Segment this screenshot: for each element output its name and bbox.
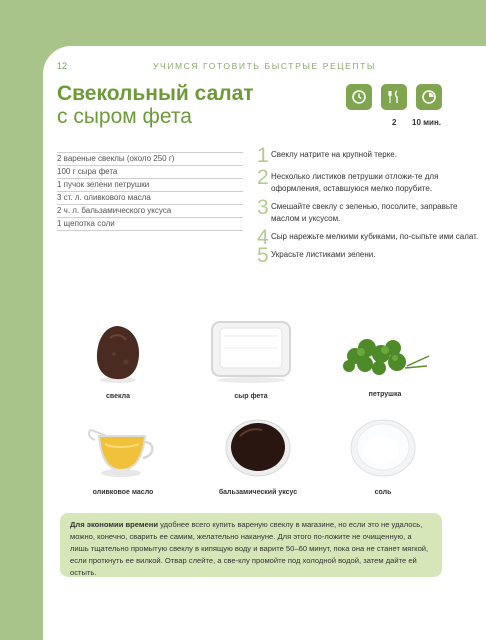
beet-image — [88, 322, 148, 384]
product-salt — [343, 416, 423, 496]
product-label: соль — [374, 489, 392, 496]
product-olive-oil — [73, 418, 173, 496]
timer-icon — [416, 84, 442, 110]
servings-icon — [381, 84, 407, 110]
ingredient-item: 100 г сыра фета — [57, 166, 243, 179]
step-text: Несколько листиков петрушки отложи-те для оформления, оставшуюся мелко порубите. — [271, 172, 439, 193]
clock-icon — [346, 84, 372, 110]
step-item — [257, 226, 479, 249]
page-number: 12 — [57, 61, 68, 71]
ingredient-item: 2 ч. л. бальзамического уксуса — [57, 205, 243, 218]
recipe-subtitle: с сыром фета — [57, 105, 192, 128]
step-text: Свеклу натрите на крупной терке. — [271, 150, 397, 159]
salt-image — [347, 416, 419, 480]
step-item — [257, 244, 479, 267]
recipe-page — [43, 46, 486, 640]
product-balsamic — [203, 416, 313, 496]
step-item — [257, 144, 479, 167]
step-number: 3 — [257, 196, 269, 219]
time-value: 10 мин. — [412, 118, 442, 127]
step-number: 2 — [257, 166, 269, 189]
step-item — [257, 166, 479, 195]
product-label: сыр фета — [234, 393, 268, 400]
step-number: 5 — [257, 244, 269, 267]
step-item — [257, 196, 479, 225]
product-label: оливковое масло — [92, 489, 154, 496]
ingredient-item: 3 ст. л. оливкового масла — [57, 192, 243, 205]
product-feta — [204, 318, 298, 400]
tip-text: удобнее всего купить вареную свеклу в магазине, но если это не удалось, можно, конечно, сварить ее самим, желательно накануне. Для этого по-ложите не очищенную, а лишь тщательно промытую свеклу в кипящую воду и варите 50–60 минут, пока она не станет мягкой, если проткнуть ее вилкой. Отвар слейте, а све-клу промойте под холодной водой, затем дайте ей остыть. — [70, 520, 429, 577]
ingredient-item: 1 пучок зелени петрушки — [57, 179, 243, 192]
ingredient-list — [57, 152, 243, 231]
step-number: 1 — [257, 144, 269, 167]
product-parsley — [335, 326, 435, 398]
tip-box — [60, 513, 442, 577]
product-label: свекла — [106, 393, 130, 400]
product-label: петрушка — [368, 391, 402, 398]
step-number: 4 — [257, 226, 269, 249]
step-text: Сыр нарежьте мелкими кубиками, по-сыпьте ими салат. — [271, 232, 479, 241]
ingredient-item: 2 вареные свеклы (около 250 г) — [57, 152, 243, 166]
step-list — [257, 144, 479, 267]
product-label: бальзамический уксус — [218, 489, 298, 496]
parsley-image — [337, 326, 433, 382]
olive-oil-image — [85, 418, 161, 480]
step-text: Украсьте листиками зелени. — [271, 250, 376, 259]
running-title: УЧИМСЯ ГОТОВИТЬ БЫСТРЫЕ РЕЦЕПТЫ — [152, 61, 377, 71]
step-text: Смешайте свеклу с зеленью, посолите, заправьте маслом и уксусом. — [271, 202, 458, 223]
tip-heading: Для экономии времени — [70, 520, 159, 529]
feta-image — [208, 318, 294, 384]
ingredient-item: 1 щепотка соли — [57, 218, 243, 231]
recipe-title: Свекольный салат — [57, 82, 254, 105]
product-beet — [73, 322, 163, 400]
recipe-icons — [346, 84, 442, 110]
balsamic-image — [220, 416, 296, 480]
servings-value: 2 — [392, 118, 397, 127]
